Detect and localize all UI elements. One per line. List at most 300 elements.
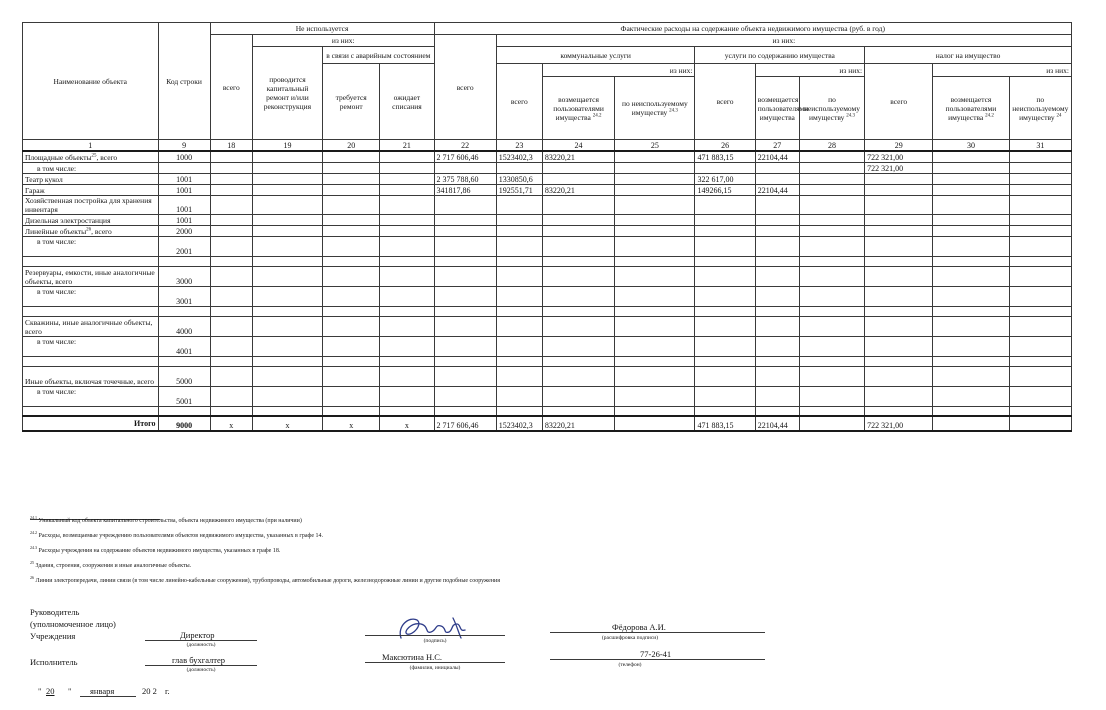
cell-c19 [252,336,322,356]
cell-c30 [933,256,1009,266]
row-name-text: в том числе: [37,236,77,246]
cell-c29 [865,173,933,184]
cell-c29: 722 321,00 [865,162,933,173]
cell-c22 [434,316,496,336]
cell-c31 [1009,195,1071,214]
cell-c31 [1009,214,1071,225]
cell-c20 [323,236,380,256]
cell-c29 [865,214,933,225]
table-row [23,316,1072,336]
cell-c24 [542,316,614,336]
cell-c25 [615,236,695,256]
cell-c24 [542,225,614,236]
cell-c21 [380,406,434,416]
table-row [23,162,1072,173]
cell-c23 [496,366,542,386]
cell-c21 [380,286,434,306]
head-position-line [145,640,257,641]
table-row [23,366,1072,386]
cell-c28 [799,236,864,256]
cell-c19 [252,316,322,336]
total-cell-c28 [799,416,864,431]
head-name-line [550,632,765,633]
total-cell-c20: x [323,416,380,431]
cell-c26: 471 883,15 [695,151,755,162]
cell-c22 [434,195,496,214]
cell-c19 [252,225,322,236]
executor-position: глав бухгалтер [172,655,226,665]
total-cell-c27: 22104,44 [755,416,799,431]
cell-c20 [323,162,380,173]
header-writeoff: ожидает списания [380,64,434,140]
cell-c20 [323,406,380,416]
cell-c29 [865,266,933,286]
cell-c29 [865,195,933,214]
cell-c19 [252,162,322,173]
cell-c31 [1009,162,1071,173]
cell-c23: 192551,71 [496,184,542,195]
table-row [23,306,1072,316]
header-property-tax: налог на имущество [865,47,1072,64]
cell-c21 [380,236,434,256]
cell-c26 [695,366,755,386]
cell-c20 [323,356,380,366]
cell-c25 [615,356,695,366]
row-code [158,356,210,366]
cell-c29 [865,366,933,386]
head-name: Фёдорова А.И. [612,622,666,632]
total-cell-c31 [1009,416,1071,431]
head-label-1: Руководитель [30,607,80,617]
cell-c25 [615,366,695,386]
table-row [23,195,1072,214]
cell-c28 [799,406,864,416]
header-reimbursed-tax: возмещается пользователями имущества $^{24.2}$ [933,77,1009,140]
header-reimbursed-maint: возмещается пользователями имущества [755,77,799,140]
cell-c25 [615,256,695,266]
date-year-tail: г. [165,686,170,696]
cell-c28 [799,151,864,162]
cell-c31 [1009,225,1071,236]
date-quote-open: " [38,686,42,696]
table-row [23,286,1072,306]
row-name-text: Резервуары, емкости, иные аналогичные объекты, всего [25,267,155,286]
footnote-marker: 25 [30,560,34,565]
header-tax-of-them: из них: [933,64,1072,77]
cell-c31 [1009,316,1071,336]
cell-c25 [615,306,695,316]
row-code [158,256,210,266]
cell-c26 [695,225,755,236]
row-code: 2000 [158,225,210,236]
column-number: 30 [933,140,1009,152]
cell-c23 [496,266,542,286]
footnote-text: Здания, строения, сооружения и иные аналогичные объекты. [35,563,192,569]
date-year: 20 2 [142,686,157,696]
cell-c26 [695,236,755,256]
cell-c26 [695,356,755,366]
phone-line [550,659,765,660]
cell-c25 [615,266,695,286]
footnote [30,575,730,585]
cell-c18 [210,336,252,356]
footnote-text: Линии электропередачи, линии связи (в том числе линейно-кабельные сооружения), трубопроводы, автомобильные дороги, железнодорожные линии и другие подобные сооружения [35,578,500,584]
row-name-text: Площадные объекты [25,152,92,162]
cell-c20 [323,256,380,266]
cell-c30 [933,306,1009,316]
footnote-marker: 24.3 [30,545,37,550]
total-cell-c26: 471 883,15 [695,416,755,431]
cell-c22 [434,406,496,416]
cell-c22 [434,356,496,366]
row-code: 5000 [158,366,210,386]
cell-c30 [933,356,1009,366]
cell-c20 [323,306,380,316]
cell-c25 [615,173,695,184]
cell-c24 [542,406,614,416]
cell-c28 [799,266,864,286]
cell-c20 [323,184,380,195]
cell-c29 [865,236,933,256]
row-name [23,336,159,356]
cell-c18 [210,214,252,225]
cell-c27 [755,195,799,214]
cell-c29 [865,286,933,306]
table-row [23,214,1072,225]
executor-name: Максютина Н.С. [382,652,443,662]
cell-c24 [542,386,614,406]
cell-c27 [755,256,799,266]
cell-c19 [252,366,322,386]
row-code: 1001 [158,184,210,195]
column-number: 20 [323,140,380,152]
cell-c31 [1009,173,1071,184]
cell-c26 [695,195,755,214]
cell-c20 [323,316,380,336]
cell-c18 [210,151,252,162]
cell-c18 [210,173,252,184]
column-number: 27 [755,140,799,152]
cell-c23 [496,256,542,266]
footnote-marker: 26 [30,575,34,580]
column-number: 9 [158,140,210,152]
cell-c19 [252,195,322,214]
cell-c23 [496,306,542,316]
table-body [23,151,1072,431]
row-name [23,306,159,316]
cell-c23 [496,162,542,173]
column-number: 19 [252,140,322,152]
executor-position-line [145,665,257,666]
row-code [158,306,210,316]
cell-c28 [799,366,864,386]
header-expenses-total: всего [434,35,496,140]
cell-c27 [755,162,799,173]
row-code: 1001 [158,214,210,225]
row-name [23,366,159,386]
total-row [23,416,1072,431]
cell-c27 [755,356,799,366]
cell-c20 [323,336,380,356]
total-cell-c29: 722 321,00 [865,416,933,431]
cell-c27 [755,225,799,236]
footnote [30,545,730,555]
cell-c30 [933,151,1009,162]
header-of-them: из них: [252,35,434,47]
cell-c25 [615,225,695,236]
cell-c25 [615,162,695,173]
cell-c18 [210,286,252,306]
cell-c28 [799,173,864,184]
column-number: 28 [799,140,864,152]
row-code [158,406,210,416]
cell-c27 [755,336,799,356]
cell-c26 [695,256,755,266]
row-code: 1001 [158,173,210,184]
cell-c30 [933,173,1009,184]
cell-c31 [1009,306,1071,316]
footnote-marker: 24.2 [30,530,37,535]
cell-c23 [496,316,542,336]
cell-c29 [865,356,933,366]
cell-c19 [252,306,322,316]
cell-c21 [380,173,434,184]
cell-c30 [933,214,1009,225]
cell-c21 [380,214,434,225]
cell-c18 [210,266,252,286]
column-number: 25 [615,140,695,152]
cell-c25 [615,386,695,406]
row-name-text: Театр кукол [25,174,63,184]
cell-c22 [434,225,496,236]
cell-c30 [933,316,1009,336]
row-name-suffix: , всего [91,226,112,236]
cell-c25 [615,286,695,306]
executor-name-caption: (фамилия, инициалы) [409,665,461,671]
row-code: 5001 [158,386,210,406]
footnotes [30,515,730,593]
cell-c27 [755,306,799,316]
cell-c20 [323,173,380,184]
cell-c26 [695,386,755,406]
total-cell-c23: 1523402,3 [496,416,542,431]
cell-c26 [695,214,755,225]
cell-c21 [380,266,434,286]
footnote-marker: 24.1 [30,515,37,520]
cell-c21 [380,366,434,386]
row-name-footnote-ref: 26 [86,227,92,232]
cell-c24 [542,366,614,386]
cell-c19 [252,356,322,366]
table-row [23,184,1072,195]
cell-c18 [210,256,252,266]
cell-c31 [1009,266,1071,286]
cell-c24 [542,195,614,214]
column-number: 31 [1009,140,1071,152]
table-header [23,23,1072,152]
cell-c26 [695,336,755,356]
cell-c28 [799,336,864,356]
cell-c27 [755,173,799,184]
header-unused-util: по неиспользуемому имуществу $^{24.3}$ [615,77,695,140]
cell-c29 [865,225,933,236]
total-code: 9000 [158,416,210,431]
cell-c30 [933,162,1009,173]
column-number: 24 [542,140,614,152]
cell-c23 [496,236,542,256]
cell-c21 [380,162,434,173]
cell-c22 [434,256,496,266]
date-month: января [90,686,115,696]
cell-c22 [434,162,496,173]
header-util-total: всего [496,64,542,140]
cell-c26 [695,162,755,173]
executor-label: Исполнитель [30,657,78,667]
cell-c19 [252,406,322,416]
cell-c20 [323,195,380,214]
cell-c28 [799,306,864,316]
column-number: 22 [434,140,496,152]
head-label-2: (уполномоченное лицо) [30,619,116,629]
cell-c19 [252,214,322,225]
cell-c18 [210,306,252,316]
cell-c19 [252,286,322,306]
cell-c18 [210,366,252,386]
column-number: 1 [23,140,159,152]
header-unused-tax: по неиспользуемому имуществу $^{24}$ [1009,77,1071,140]
head-label-3: Учреждения [30,631,76,641]
column-number: 21 [380,140,434,152]
footnote [30,560,730,570]
cell-c28 [799,162,864,173]
row-name-text: Линейные объекты [25,226,87,236]
cell-c27 [755,366,799,386]
cell-c30 [933,366,1009,386]
phone-caption: (телефон) [618,662,642,668]
cell-c30 [933,406,1009,416]
row-name [23,184,159,195]
header-maint-of-them: из них: [755,64,864,77]
cell-c25 [615,336,695,356]
footnote [30,530,730,540]
cell-c23: 1330850,6 [496,173,542,184]
total-cell-c25 [615,416,695,431]
row-name-footnote-ref: 25 [91,153,97,158]
cell-c28 [799,214,864,225]
cell-c24 [542,286,614,306]
cell-c31 [1009,406,1071,416]
cell-c22 [434,306,496,316]
cell-c22 [434,336,496,356]
cell-c19 [252,236,322,256]
row-name [23,162,159,173]
cell-c22: 2 375 788,60 [434,173,496,184]
cell-c21 [380,184,434,195]
cell-c18 [210,195,252,214]
signature-line [365,635,505,636]
table-row [23,256,1072,266]
cell-c31 [1009,366,1071,386]
cell-c21 [380,256,434,266]
cell-c29: 722 321,00 [865,151,933,162]
cell-c20 [323,366,380,386]
cell-c22: 2 717 606,46 [434,151,496,162]
row-code: 2001 [158,236,210,256]
table-row [23,406,1072,416]
cell-c29 [865,336,933,356]
cell-c18 [210,316,252,336]
header-reimbursed-util: возмещается пользователями имущества $^{24.2}$ [542,77,614,140]
row-name-text: в том числе: [37,163,77,173]
column-number: 26 [695,140,755,152]
cell-c23 [496,225,542,236]
cell-c21 [380,386,434,406]
table-row [23,386,1072,406]
cell-c26: 149266,15 [695,184,755,195]
row-name-text: в том числе: [37,386,77,396]
header-emergency: в связи с аварийным состоянием [323,47,434,64]
header-code: Код строки [158,23,210,140]
cell-c19 [252,184,322,195]
cell-c26 [695,306,755,316]
total-label: Итого [23,416,159,431]
header-maint-total: всего [695,64,755,140]
cell-c30 [933,225,1009,236]
cell-c18 [210,406,252,416]
row-name [23,316,159,336]
total-cell-c21: x [380,416,434,431]
row-name-text: Иные объекты, включая точечные, всего [25,376,154,386]
cell-c18 [210,236,252,256]
cell-c29 [865,184,933,195]
cell-c22 [434,214,496,225]
row-name [23,256,159,266]
cell-c31 [1009,184,1071,195]
cell-c22 [434,286,496,306]
total-cell-c24: 83220,21 [542,416,614,431]
header-needs-repair: требуется ремонт [323,64,380,140]
cell-c18 [210,356,252,366]
row-name-text: в том числе: [37,286,77,296]
row-name [23,225,159,236]
cell-c18 [210,386,252,406]
header-repair: проводится капитальный ремонт и/или реконструкция [252,47,322,140]
header-not-used: Не используется [210,23,434,35]
cell-c23 [496,336,542,356]
date-quote-close: " [68,686,72,696]
cell-c24 [542,306,614,316]
cell-c26 [695,286,755,306]
cell-c23 [496,386,542,406]
cell-c27 [755,386,799,406]
table-row [23,173,1072,184]
header-not-used-total: всего [210,35,252,140]
cell-c21 [380,336,434,356]
cell-c25 [615,406,695,416]
head-position: Директор [180,630,215,640]
cell-c30 [933,184,1009,195]
executor-position-caption: (должность) [186,667,216,673]
cell-c30 [933,266,1009,286]
header-of-them-2: из них: [496,35,1071,47]
cell-c24: 83220,21 [542,151,614,162]
column-number: 18 [210,140,252,152]
total-cell-c18: x [210,416,252,431]
cell-c24 [542,266,614,286]
cell-c24 [542,256,614,266]
cell-c24 [542,236,614,256]
footnote-text: Уникальный код объекта капитального строительства, объекта недвижимого имущества (при наличии) [38,518,302,524]
